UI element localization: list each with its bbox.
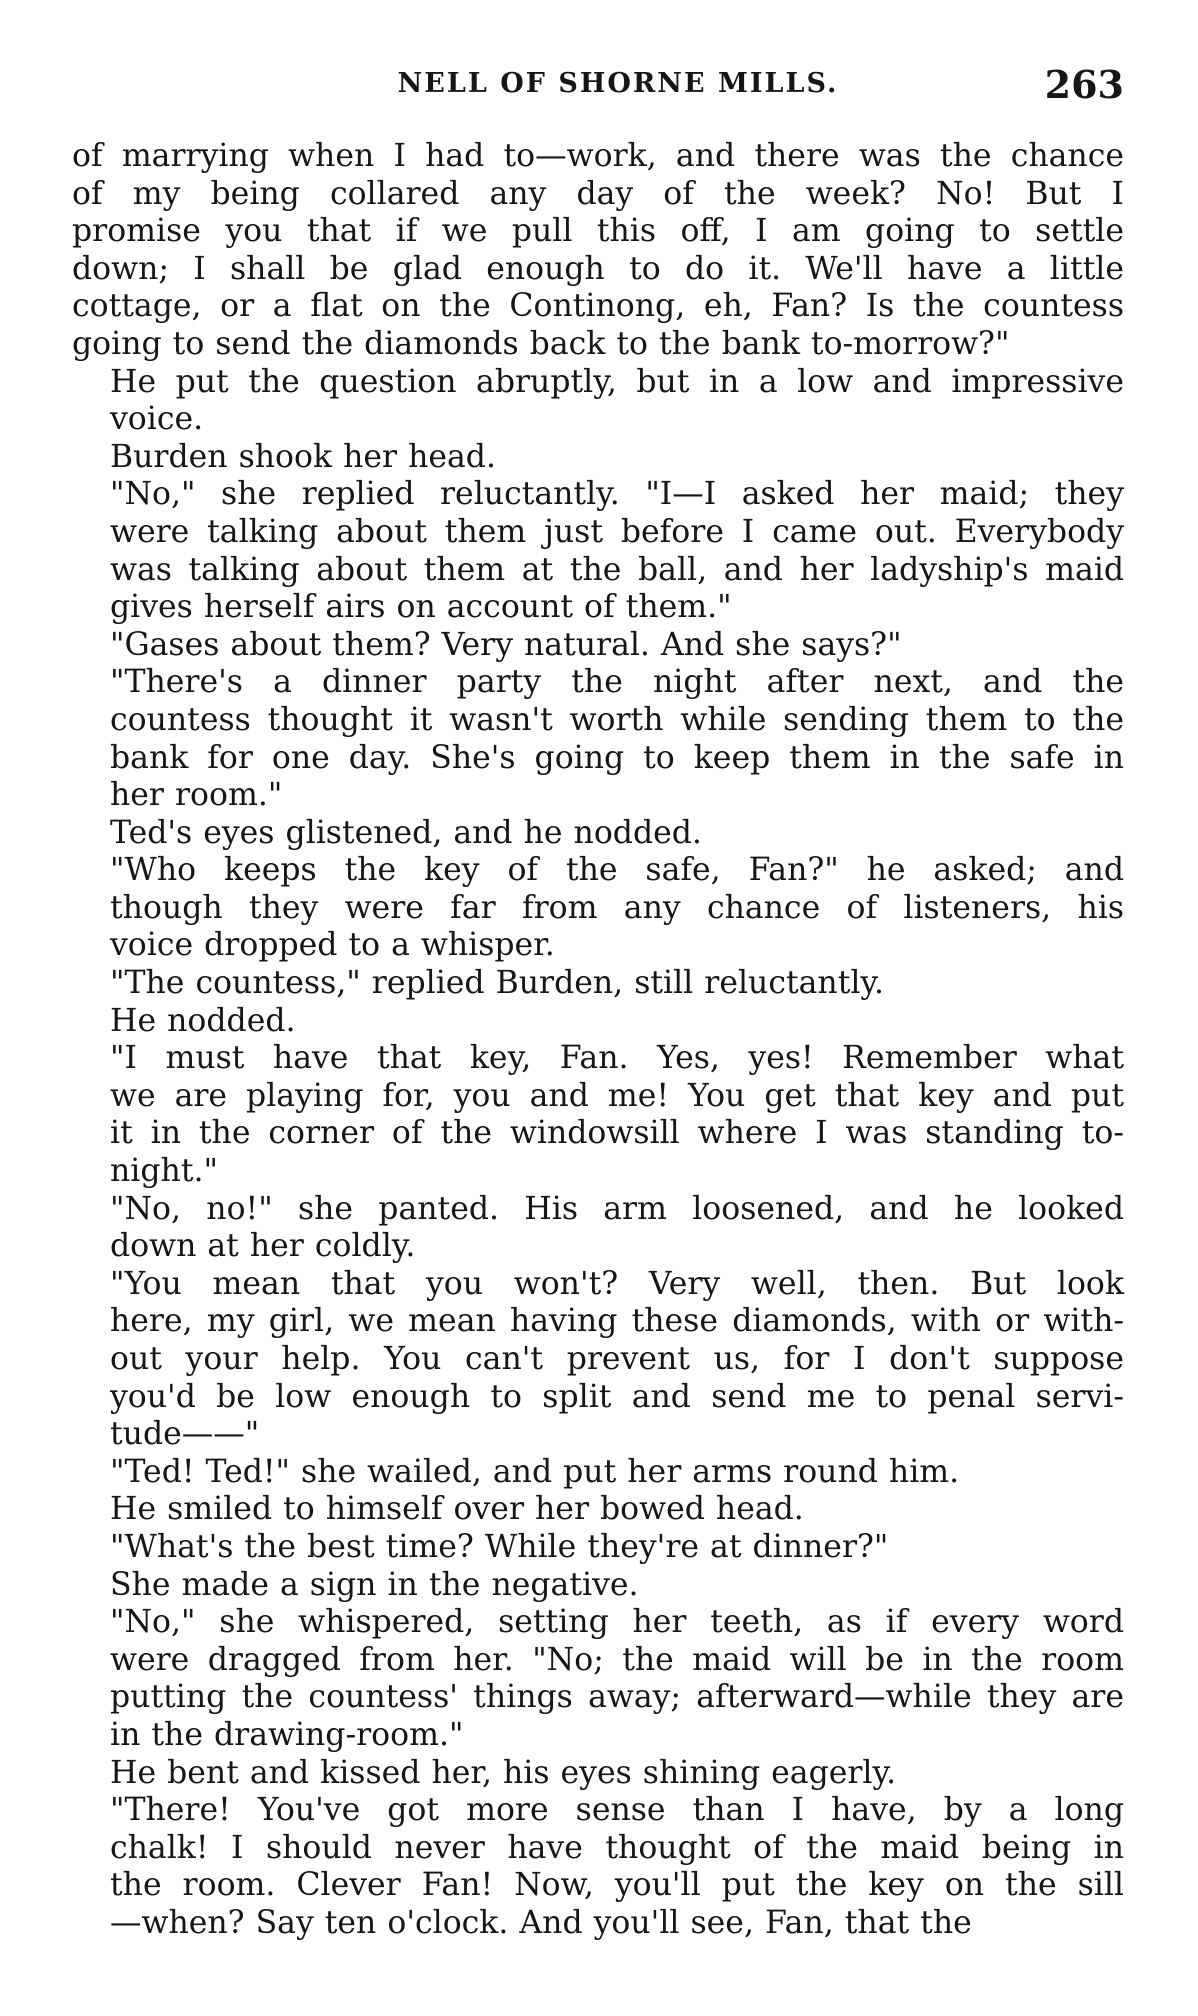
paragraph — [72, 476, 1124, 626]
text-line: gives herself airs on account of them." — [110, 589, 732, 626]
paragraph — [72, 852, 1124, 965]
text-line: He put the question abruptly, but in a low and impressive — [110, 363, 1124, 400]
text-line: night." — [110, 1153, 218, 1190]
text-line: voice dropped to a whisper. — [110, 927, 555, 964]
text-line: cottage, or a flat on the Continong, eh, Fan? Is the countess — [72, 288, 1124, 325]
text-line: it in the corner of the windowsill where I was standing to- — [110, 1115, 1124, 1152]
text-line: putting the countess' things away; afterward—while they are — [110, 1679, 1124, 1716]
paragraph — [72, 815, 1124, 853]
running-head — [72, 62, 1124, 114]
text-line: bank for one day. She's going to keep them in the safe in — [110, 739, 1124, 776]
text-line: "Gases about them? Very natural. And she says?" — [110, 626, 902, 663]
paragraph — [72, 1604, 1124, 1754]
text-line: "Who keeps the key of the safe, Fan?" he asked; and — [110, 852, 1124, 889]
paragraph — [72, 1529, 1124, 1567]
paragraph — [72, 439, 1124, 477]
text-line: She made a sign in the negative. — [110, 1566, 639, 1603]
text-line: were dragged from her. "No; the maid will be in the room — [110, 1641, 1124, 1678]
running-title: NELL OF SHORNE MILLS. — [397, 68, 839, 99]
paragraph — [72, 1491, 1124, 1529]
text-line: down; I shall be glad enough to do it. We'll have a little — [72, 250, 1124, 287]
text-line: "The countess," replied Burden, still reluctantly. — [110, 965, 885, 1002]
paragraph — [72, 1191, 1124, 1266]
paragraph — [72, 664, 1124, 814]
paragraph — [72, 364, 1124, 439]
text-line: countess thought it wasn't worth while sending them to the — [110, 701, 1124, 738]
text-line: here, my girl, we mean having these diamonds, with or with- — [110, 1303, 1124, 1340]
book-page — [72, 62, 1124, 1943]
text-line: Burden shook her head. — [110, 438, 496, 475]
paragraph — [72, 1567, 1124, 1605]
text-line: down at her coldly. — [110, 1228, 416, 1265]
text-line: "No," she replied reluctantly. "I—I asked her maid; they — [110, 476, 1124, 513]
text-line: out your help. You can't prevent us, for I don't suppose — [110, 1341, 1124, 1377]
text-line: was talking about them at the ball, and her ladyship's maid — [110, 551, 1124, 588]
text-line: "You mean that you won't? Very well, then. But look — [110, 1265, 1124, 1302]
paragraph — [72, 1040, 1124, 1190]
paragraph — [72, 1755, 1124, 1793]
text-line: He smiled to himself over her bowed head. — [110, 1491, 804, 1528]
text-line: "Ted! Ted!" she wailed, and put her arms round him. — [110, 1453, 960, 1490]
paragraph — [72, 965, 1124, 1003]
text-line: "There's a dinner party the night after next, and the — [110, 664, 1124, 701]
page-number: 263 — [1044, 62, 1124, 107]
text-line: "No," she whispered, setting her teeth, as if every word — [110, 1604, 1124, 1641]
paragraph — [72, 1003, 1124, 1041]
text-line: chalk! I should never have thought of the maid being in — [110, 1829, 1124, 1866]
text-line: voice. — [110, 401, 204, 438]
paragraph — [72, 627, 1124, 665]
text-line: the room. Clever Fan! Now, you'll put the key on the sill — [110, 1867, 1124, 1904]
text-line: in the drawing-room." — [110, 1716, 464, 1753]
paragraph — [72, 138, 1124, 364]
text-line: He bent and kissed her, his eyes shining eagerly. — [110, 1754, 897, 1791]
text-line: Ted's eyes glistened, and he nodded. — [110, 814, 702, 851]
text-line: were talking about them just before I came out. Everybody — [110, 513, 1124, 550]
text-line: her room." — [110, 777, 283, 814]
text-line: —when? Say ten o'clock. And you'll see, Fan, that the — [110, 1904, 972, 1941]
text-line: going to send the diamonds back to the bank to-morrow?" — [72, 325, 1010, 362]
paragraph — [72, 1454, 1124, 1492]
text-line: "What's the best time? While they're at dinner?" — [110, 1528, 889, 1565]
text-line: "No, no!" she panted. His arm loosened, and he looked — [110, 1190, 1124, 1227]
page-body-text — [72, 138, 1124, 1943]
text-line: we are playing for, you and me! You get that key and put — [110, 1077, 1124, 1114]
text-line: "There! You've got more sense than I have, by a long — [110, 1792, 1124, 1829]
text-line: tude——" — [110, 1416, 260, 1453]
text-line: of marrying when I had to—work, and there was the chance — [72, 138, 1124, 174]
text-line: "I must have that key, Fan. Yes, yes! Remember what — [110, 1040, 1124, 1077]
text-line: He nodded. — [110, 1002, 296, 1039]
text-line: promise you that if we pull this off, I am going to settle — [72, 213, 1124, 250]
paragraph — [72, 1792, 1124, 1942]
text-line: you'd be low enough to split and send me to penal servi- — [110, 1378, 1124, 1415]
paragraph — [72, 1266, 1124, 1454]
text-line: of my being collared any day of the week? No! But I — [72, 175, 1124, 212]
text-line: though they were far from any chance of listeners, his — [110, 889, 1124, 926]
